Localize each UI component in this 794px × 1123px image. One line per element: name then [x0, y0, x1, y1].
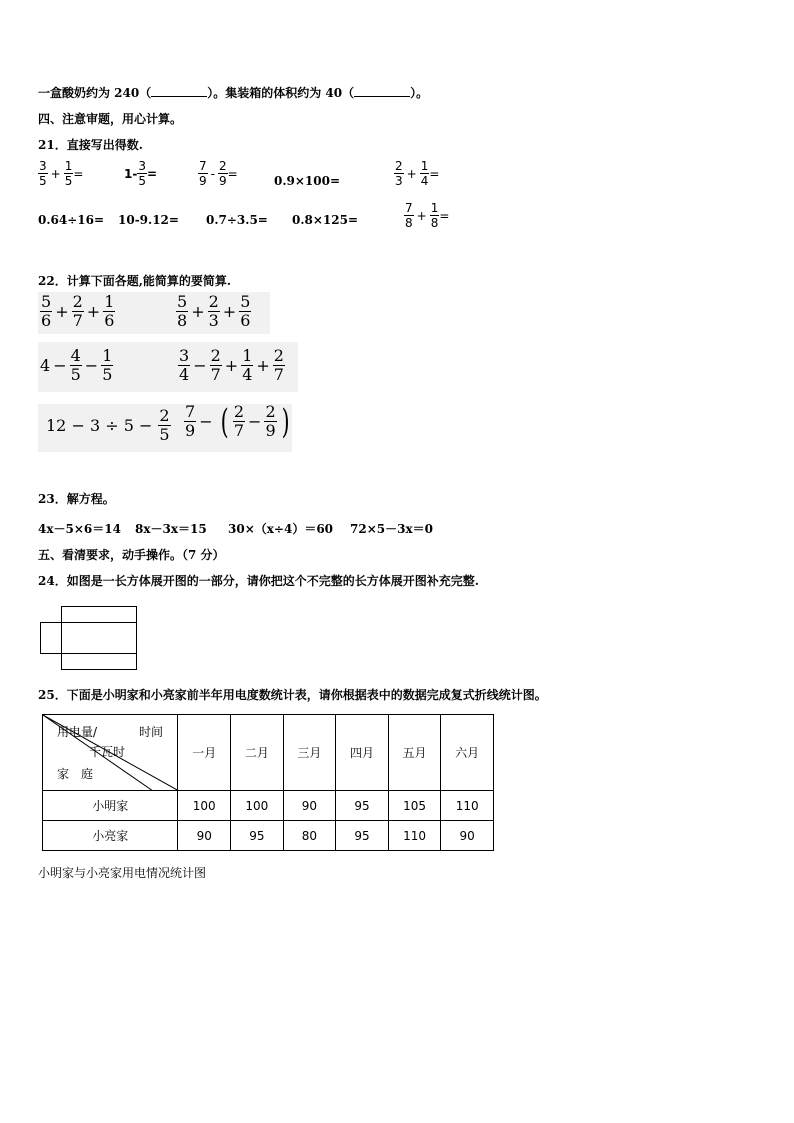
month-header: 五月 [388, 715, 441, 791]
corner-label-family: 家 庭 [57, 767, 94, 781]
value-cell: 100 [178, 791, 231, 821]
table-header-corner [43, 715, 178, 791]
month-header: 三月 [283, 715, 336, 791]
q22-title: 22．计算下面各题,能简算的要简算. [38, 274, 232, 288]
month-header: 一月 [178, 715, 231, 791]
q21-item-7: 10-9.12= [118, 213, 179, 227]
q23-title: 23．解方程。 [38, 492, 115, 506]
section5-title: 五、看清要求，动手操作。（7 分） [38, 548, 225, 562]
q24-title: 24．如图是一长方体展开图的一部分，请你把这个不完整的长方体展开图补充完整. [38, 574, 479, 588]
q22-expr-2: $\frac{5}{8}$ + $\frac{2}{3}$ + $\frac{5}{6}$ [177, 292, 251, 330]
value-cell: 90 [441, 821, 494, 851]
month-header: 二月 [231, 715, 284, 791]
table-row [43, 791, 494, 821]
answer-blank-2[interactable] [354, 84, 410, 97]
electricity-usage-table [42, 714, 494, 851]
q25-title: 25．下面是小明家和小亮家前半年用电度数统计表，请你根据表中的数据完成复式折线统计图。 [38, 688, 547, 702]
family-name-cell: 小明家 [43, 791, 178, 821]
q23-eq-2: 8x－3x＝15 [135, 522, 207, 536]
value-cell: 90 [283, 791, 336, 821]
net-side-face [40, 622, 62, 654]
q20-text-1: 一盒酸奶约为 240（ [38, 86, 152, 100]
q23-eq-1: 4x－5×6＝14 [38, 522, 121, 536]
q21-item-6: 0.64÷16= [38, 213, 105, 227]
answer-blank-1[interactable] [151, 84, 207, 97]
q20-text-3: ）。 [410, 86, 429, 100]
table-row [43, 821, 494, 851]
cuboid-net-diagram [40, 606, 140, 670]
q21-item-5: $\frac{2}{3}$ + $\frac{1}{4}$ = [395, 159, 440, 188]
family-name-cell: 小亮家 [43, 821, 178, 851]
month-header: 六月 [441, 715, 494, 791]
q21-item-1: $\frac{3}{5}$ + $\frac{1}{5}$ = [39, 159, 84, 188]
q22-expr-5: 12 − 3 ÷ 5 − $\frac{2}{5}$ [46, 406, 170, 444]
q20-tail-line [38, 84, 428, 101]
q22-expr-4: $\frac{3}{4}$ − $\frac{2}{7}$ + $\frac{1}{4}$ + $\frac{2}{7}$ [179, 346, 284, 384]
value-cell: 95 [336, 821, 389, 851]
value-cell: 80 [283, 821, 336, 851]
month-header: 四月 [336, 715, 389, 791]
value-cell: 110 [388, 821, 441, 851]
section4-title: 四、注意审题，用心计算。 [38, 112, 183, 126]
value-cell: 100 [231, 791, 284, 821]
q22-expr-6: $\frac{7}{9}$ − ( $\frac{2}{7}$ − $\frac{2}{9}$ ) [185, 401, 290, 442]
q20-text-2: ）。集装箱的体积约为 40（ [207, 86, 355, 100]
corner-label-kwh: 千瓦时 [89, 745, 126, 759]
net-middle-face [61, 622, 137, 654]
q21-title: 21．直接写出得数. [38, 138, 143, 152]
value-cell: 105 [388, 791, 441, 821]
q23-eq-4: 72×5－3x＝0 [350, 522, 433, 536]
q21-item-3: $\frac{7}{9}$ - $\frac{2}{9}$ = [199, 159, 238, 188]
chart-caption: 小明家与小亮家用电情况统计图 [38, 866, 207, 880]
q21-item-9: 0.8×125= [292, 213, 359, 227]
value-cell: 90 [178, 821, 231, 851]
value-cell: 95 [231, 821, 284, 851]
q21-item-2: 1- $\frac{3}{5}$ = [124, 159, 158, 188]
q21-item-10: $\frac{7}{8}$ + $\frac{1}{8}$ = [405, 201, 450, 230]
value-cell: 95 [336, 791, 389, 821]
value-cell: 110 [441, 791, 494, 821]
corner-label-time: 时间 [139, 725, 164, 739]
q22-expr-1: $\frac{5}{6}$ + $\frac{2}{7}$ + $\frac{1}{6}$ [41, 292, 115, 330]
q21-item-4: 0.9×100= [274, 174, 341, 188]
q23-eq-3: 30×（x÷4）＝60 [228, 522, 334, 536]
q21-item-8: 0.7÷3.5= [206, 213, 268, 227]
corner-label-unit: 用电量/ [57, 725, 98, 739]
q22-expr-3: 4 − $\frac{4}{5}$ − $\frac{1}{5}$ [40, 346, 113, 384]
